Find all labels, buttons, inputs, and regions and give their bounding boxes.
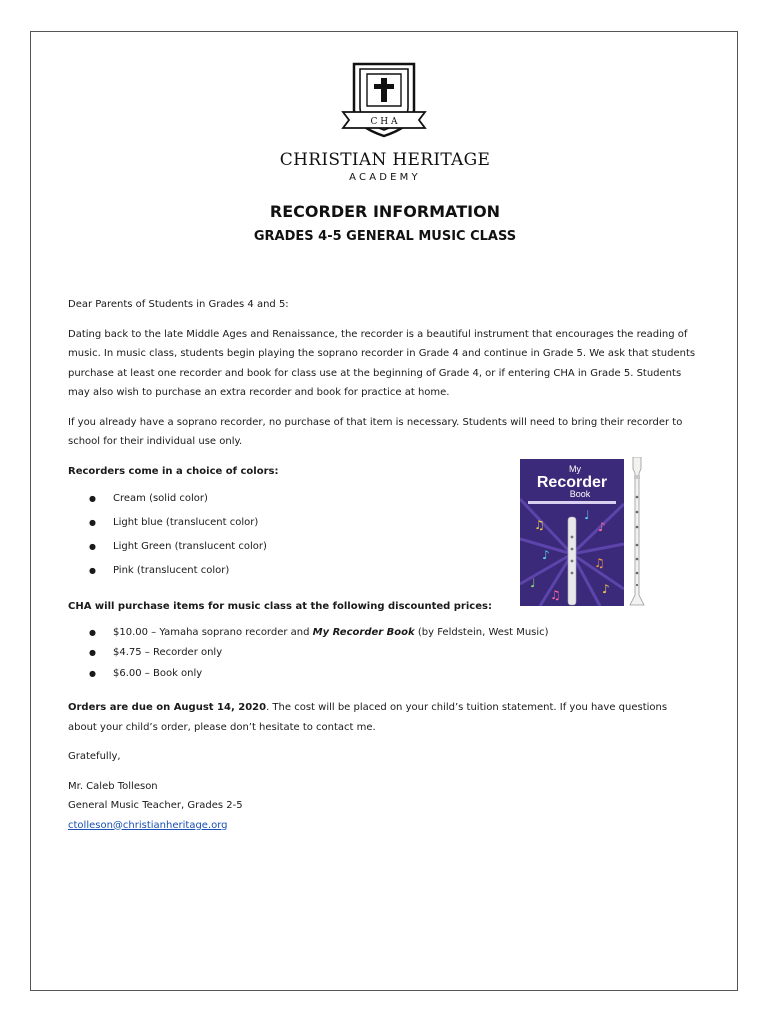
svg-text:♫: ♫ xyxy=(594,556,605,570)
signature-name: Mr. Caleb Tolleson xyxy=(68,780,158,792)
svg-text:♩: ♩ xyxy=(530,576,536,590)
colors-heading: Recorders come in a choice of colors: xyxy=(68,465,279,477)
svg-text:♪: ♪ xyxy=(542,548,550,562)
recorder-image xyxy=(628,457,646,607)
list-item: ● $4.75 – Recorder only xyxy=(68,643,698,664)
paragraph-orders xyxy=(68,698,698,737)
school-crest-logo xyxy=(341,60,427,138)
price-text: $10.00 – Yamaha soprano recorder and xyxy=(113,626,313,638)
orders-details: . The cost will be placed on your child’s tuition statement. If you have questions about your child’s order, please don’t hesitate to contact me. xyxy=(68,702,668,733)
book-title-line1: My xyxy=(569,464,581,474)
book-title-line2: Recorder xyxy=(536,474,608,491)
list-item xyxy=(68,623,698,644)
crest-initials: C H A xyxy=(370,117,398,127)
svg-text:♫: ♫ xyxy=(550,588,561,602)
svg-text:♪: ♪ xyxy=(598,520,606,534)
svg-text:♪: ♪ xyxy=(602,582,610,596)
greeting: Dear Parents of Students in Grades 4 and 5: xyxy=(68,299,289,310)
school-name-sub: ACADEMY xyxy=(349,172,421,183)
list-item: ● Pink (translucent color) xyxy=(68,559,698,583)
list-item: ● Cream (solid color) xyxy=(68,487,698,511)
prices-heading: CHA will purchase items for music class at the following discounted prices: xyxy=(68,601,492,612)
document-title: RECORDER INFORMATION xyxy=(269,202,501,221)
book-title: My Recorder Book xyxy=(312,626,415,638)
document-subtitle: GRADES 4-5 GENERAL MUSIC CLASS xyxy=(253,229,517,244)
svg-text:♫: ♫ xyxy=(534,518,545,532)
svg-text:♩: ♩ xyxy=(584,508,590,522)
paragraph-intro: Dating back to the late Middle Ages and Renaissance, the recorder is a beautiful instrument that encourages the reading of music. In music class, students begin playing the soprano recorder in Grade 4 and continue in Grade 5. We ask that students purchase at least one recorder and book for class use at the beginning of Grade 4, or if entering CHA in Grade 5. Students may also wish to purchase an extra recorder and book for practice at home. xyxy=(68,328,696,398)
list-item: ● Light blue (translucent color) xyxy=(68,511,698,535)
signature-block xyxy=(68,777,698,836)
list-item: ● Light Green (translucent color) xyxy=(68,535,698,559)
email-link[interactable]: ctolleson@christianheritage.org xyxy=(68,819,228,831)
closing: Gratefully, xyxy=(68,751,121,762)
book-title-line3: Book xyxy=(569,489,591,499)
recorder-book-image xyxy=(520,459,624,606)
school-name: CHRISTIAN HERITAGE xyxy=(279,150,491,170)
signature-title: General Music Teacher, Grades 2-5 xyxy=(68,800,243,811)
prices-list xyxy=(68,623,698,685)
list-item: ● $6.00 – Book only xyxy=(68,664,698,685)
paragraph-existing-recorder: If you already have a soprano recorder, no purchase of that item is necessary. Students will need to bring their recorder to school for their individual use only. xyxy=(68,416,683,447)
price-text: (by Feldstein, West Music) xyxy=(414,626,549,638)
document-page xyxy=(30,31,738,991)
orders-deadline: Orders are due on August 14, 2020 xyxy=(68,702,267,713)
